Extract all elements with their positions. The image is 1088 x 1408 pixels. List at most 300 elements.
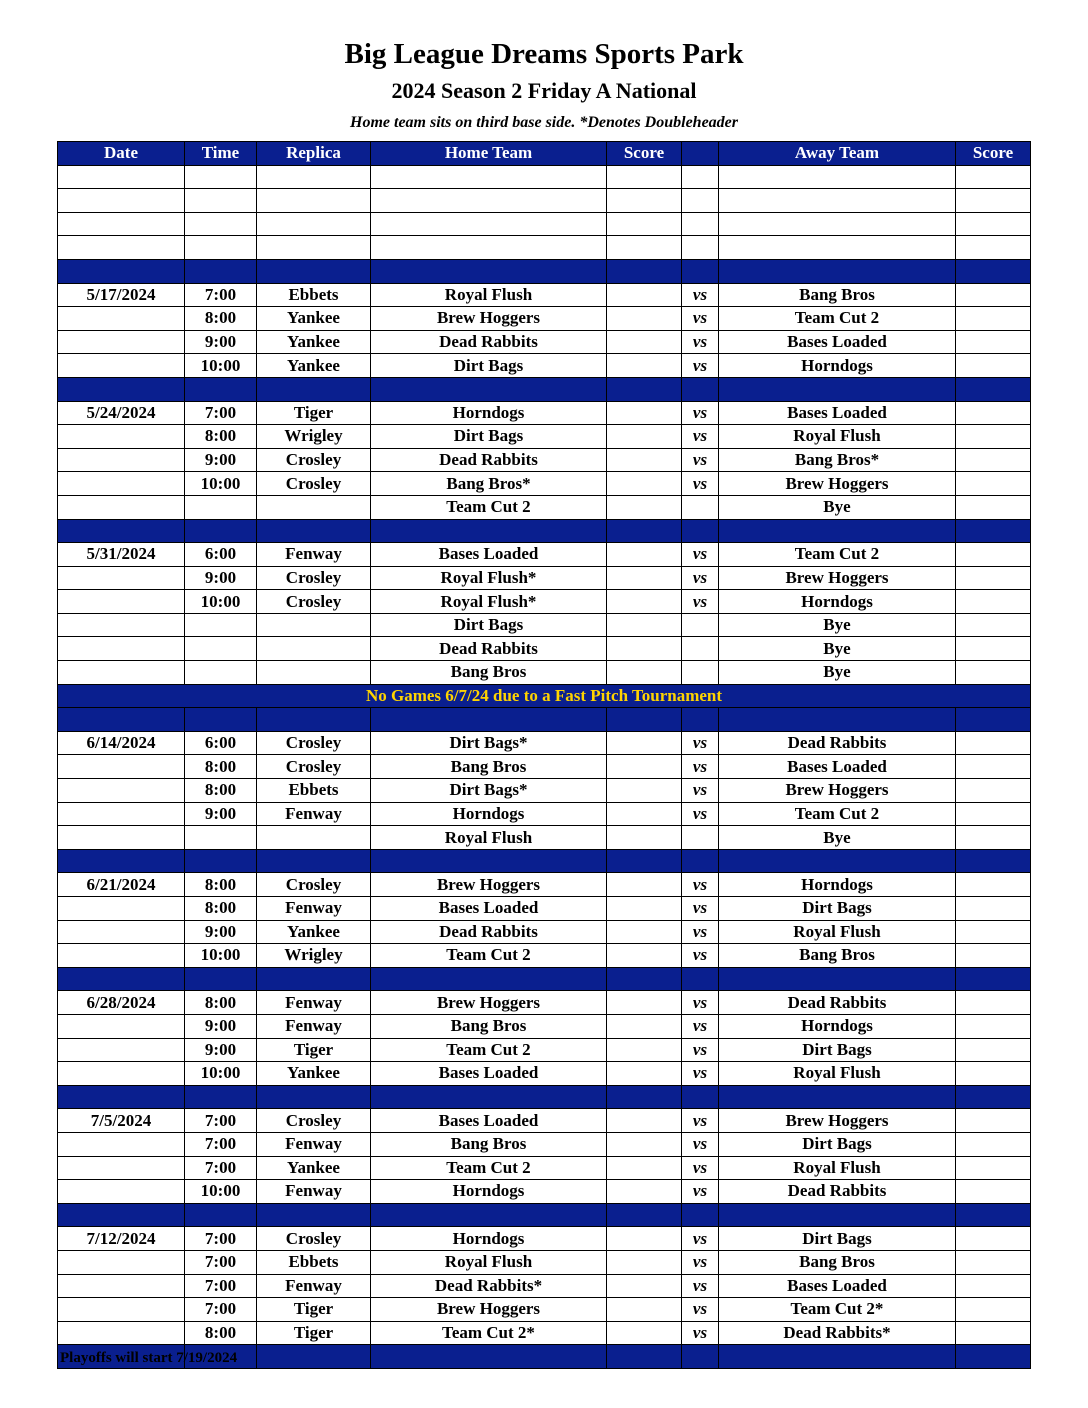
home-team-cell: Bang Bros* [371, 472, 607, 496]
home-team-cell: Dirt Bags* [371, 779, 607, 803]
home-team-cell: Bang Bros [371, 1132, 607, 1156]
away-team-cell: Bye [719, 637, 956, 661]
notice-row [58, 684, 1031, 708]
away-team-cell: Bases Loaded [719, 1274, 956, 1298]
replica-cell [257, 661, 371, 685]
replica-cell: Crosley [257, 755, 371, 779]
game-row [58, 566, 1031, 590]
replica-cell: Wrigley [257, 425, 371, 449]
game-row [58, 991, 1031, 1015]
separator-cell [185, 708, 257, 732]
away-team-cell: Dirt Bags [719, 1132, 956, 1156]
time-cell: 8:00 [185, 307, 257, 331]
away-score-cell [956, 566, 1031, 590]
vs-cell: vs [682, 802, 719, 826]
replica-cell: Tiger [257, 401, 371, 425]
blank-cell [719, 212, 956, 236]
away-team-cell: Brew Hoggers [719, 1109, 956, 1133]
away-score-cell [956, 637, 1031, 661]
separator-cell [607, 377, 682, 401]
notice-text: No Games 6/7/24 due to a Fast Pitch Tournament [58, 684, 1031, 708]
separator-cell [257, 519, 371, 543]
date-cell [58, 661, 185, 685]
vs-cell: vs [682, 873, 719, 897]
schedule-table [57, 141, 1031, 1369]
date-cell [58, 826, 185, 850]
home-score-cell [607, 307, 682, 331]
separator-cell [682, 849, 719, 873]
date-cell: 7/12/2024 [58, 1227, 185, 1251]
away-score-cell [956, 1274, 1031, 1298]
replica-cell: Crosley [257, 472, 371, 496]
blank-cell [607, 189, 682, 213]
separator-cell [719, 259, 956, 283]
vs-cell: vs [682, 590, 719, 614]
separator-cell [956, 1203, 1031, 1227]
away-score-cell [956, 307, 1031, 331]
separator-cell [682, 967, 719, 991]
home-team-cell: Dirt Bags [371, 354, 607, 378]
separator-cell [719, 708, 956, 732]
home-score-cell [607, 1250, 682, 1274]
away-score-cell [956, 802, 1031, 826]
date-cell [58, 1038, 185, 1062]
separator-cell [607, 259, 682, 283]
replica-cell: Fenway [257, 1180, 371, 1204]
time-cell [185, 495, 257, 519]
away-team-cell: Team Cut 2 [719, 543, 956, 567]
away-score-cell [956, 897, 1031, 921]
away-team-cell: Brew Hoggers [719, 566, 956, 590]
home-team-cell: Dead Rabbits* [371, 1274, 607, 1298]
vs-cell: vs [682, 448, 719, 472]
away-team-cell: Dead Rabbits [719, 1180, 956, 1204]
vs-cell: vs [682, 354, 719, 378]
game-row [58, 1038, 1031, 1062]
blank-row [58, 189, 1031, 213]
separator-cell [956, 708, 1031, 732]
away-team-cell: Bases Loaded [719, 330, 956, 354]
away-team-cell: Bye [719, 661, 956, 685]
date-cell: 7/5/2024 [58, 1109, 185, 1133]
blank-cell [607, 212, 682, 236]
separator-cell [371, 1345, 607, 1369]
time-cell: 10:00 [185, 1062, 257, 1086]
game-row [58, 472, 1031, 496]
replica-cell: Fenway [257, 543, 371, 567]
col-time: Time [185, 142, 257, 166]
home-team-cell: Team Cut 2 [371, 495, 607, 519]
separator-cell [682, 377, 719, 401]
home-team-cell: Dirt Bags* [371, 731, 607, 755]
separator-cell [956, 259, 1031, 283]
separator-cell [682, 1203, 719, 1227]
vs-cell: vs [682, 425, 719, 449]
separator-cell [371, 259, 607, 283]
away-score-cell [956, 731, 1031, 755]
col-date: Date [58, 142, 185, 166]
blank-cell [257, 189, 371, 213]
date-cell [58, 495, 185, 519]
separator-row [58, 1085, 1031, 1109]
blank-cell [719, 189, 956, 213]
date-cell [58, 307, 185, 331]
game-row [58, 613, 1031, 637]
away-score-cell [956, 590, 1031, 614]
away-score-cell [956, 755, 1031, 779]
footer-note: Playoffs will start 7/19/2024 [60, 1350, 238, 1366]
replica-cell: Wrigley [257, 944, 371, 968]
separator-cell [257, 1345, 371, 1369]
game-row [58, 448, 1031, 472]
blank-cell [607, 236, 682, 260]
blank-cell [682, 165, 719, 189]
away-score-cell [956, 495, 1031, 519]
separator-row [58, 849, 1031, 873]
vs-cell: vs [682, 897, 719, 921]
game-row [58, 779, 1031, 803]
game-row [58, 826, 1031, 850]
vs-cell: vs [682, 330, 719, 354]
home-team-cell: Bang Bros [371, 755, 607, 779]
time-cell: 9:00 [185, 1014, 257, 1038]
home-score-cell [607, 826, 682, 850]
blank-cell [371, 236, 607, 260]
separator-cell [257, 708, 371, 732]
away-score-cell [956, 354, 1031, 378]
away-score-cell [956, 1014, 1031, 1038]
home-score-cell [607, 802, 682, 826]
replica-cell: Yankee [257, 354, 371, 378]
vs-cell: vs [682, 1062, 719, 1086]
blank-cell [956, 212, 1031, 236]
separator-cell [682, 1085, 719, 1109]
date-cell [58, 354, 185, 378]
game-row [58, 543, 1031, 567]
home-score-cell [607, 1062, 682, 1086]
vs-cell: vs [682, 1227, 719, 1251]
blank-cell [682, 236, 719, 260]
date-cell: 5/31/2024 [58, 543, 185, 567]
away-team-cell: Dirt Bags [719, 1227, 956, 1251]
vs-cell: vs [682, 920, 719, 944]
away-team-cell: Team Cut 2* [719, 1298, 956, 1322]
separator-cell [719, 377, 956, 401]
home-score-cell [607, 1321, 682, 1345]
blank-cell [185, 212, 257, 236]
separator-cell [185, 1203, 257, 1227]
replica-cell: Yankee [257, 1062, 371, 1086]
home-score-cell [607, 779, 682, 803]
home-score-cell [607, 1132, 682, 1156]
col-away-score: Score [956, 142, 1031, 166]
separator-row [58, 708, 1031, 732]
time-cell: 9:00 [185, 330, 257, 354]
separator-cell [719, 849, 956, 873]
blank-row [58, 165, 1031, 189]
time-cell: 6:00 [185, 731, 257, 755]
game-row [58, 307, 1031, 331]
away-team-cell: Royal Flush [719, 1156, 956, 1180]
separator-cell [371, 1203, 607, 1227]
away-score-cell [956, 1062, 1031, 1086]
away-score-cell [956, 1321, 1031, 1345]
replica-cell: Crosley [257, 448, 371, 472]
replica-cell: Yankee [257, 330, 371, 354]
blank-cell [371, 189, 607, 213]
away-team-cell: Horndogs [719, 873, 956, 897]
col-away-team: Away Team [719, 142, 956, 166]
replica-cell: Crosley [257, 873, 371, 897]
game-row [58, 1274, 1031, 1298]
separator-cell [956, 1345, 1031, 1369]
game-row [58, 1014, 1031, 1038]
replica-cell: Crosley [257, 731, 371, 755]
replica-cell [257, 637, 371, 661]
vs-cell: vs [682, 307, 719, 331]
col-vs [682, 142, 719, 166]
home-score-cell [607, 425, 682, 449]
replica-cell: Ebbets [257, 779, 371, 803]
game-row [58, 354, 1031, 378]
separator-cell [607, 708, 682, 732]
replica-cell: Crosley [257, 590, 371, 614]
vs-cell: vs [682, 283, 719, 307]
date-cell [58, 779, 185, 803]
date-cell [58, 755, 185, 779]
away-team-cell: Dead Rabbits [719, 731, 956, 755]
game-row [58, 637, 1031, 661]
home-team-cell: Royal Flush [371, 283, 607, 307]
away-team-cell: Bye [719, 826, 956, 850]
separator-cell [371, 967, 607, 991]
away-score-cell [956, 1250, 1031, 1274]
home-team-cell: Royal Flush* [371, 590, 607, 614]
home-team-cell: Team Cut 2 [371, 1038, 607, 1062]
home-score-cell [607, 401, 682, 425]
page-note: Home team sits on third base side. *Denotes Doubleheader [350, 114, 738, 131]
replica-cell: Ebbets [257, 1250, 371, 1274]
replica-cell: Tiger [257, 1038, 371, 1062]
separator-cell [371, 519, 607, 543]
replica-cell: Fenway [257, 1132, 371, 1156]
away-score-cell [956, 661, 1031, 685]
away-team-cell: Royal Flush [719, 425, 956, 449]
blank-cell [719, 165, 956, 189]
home-team-cell: Bases Loaded [371, 543, 607, 567]
date-cell [58, 1298, 185, 1322]
game-row [58, 330, 1031, 354]
schedule-body [58, 165, 1031, 1368]
home-score-cell [607, 1156, 682, 1180]
date-cell [58, 1062, 185, 1086]
vs-cell: vs [682, 1321, 719, 1345]
home-score-cell [607, 873, 682, 897]
separator-cell [185, 519, 257, 543]
vs-cell: vs [682, 566, 719, 590]
home-team-cell: Horndogs [371, 1180, 607, 1204]
away-score-cell [956, 613, 1031, 637]
time-cell: 8:00 [185, 897, 257, 921]
separator-cell [607, 1085, 682, 1109]
blank-cell [257, 165, 371, 189]
separator-cell [719, 1203, 956, 1227]
game-row [58, 1109, 1031, 1133]
away-score-cell [956, 1132, 1031, 1156]
time-cell: 9:00 [185, 566, 257, 590]
replica-cell: Yankee [257, 1156, 371, 1180]
game-row [58, 802, 1031, 826]
home-team-cell: Royal Flush [371, 826, 607, 850]
home-team-cell: Royal Flush* [371, 566, 607, 590]
page-title: Big League Dreams Sports Park [344, 38, 744, 70]
home-score-cell [607, 283, 682, 307]
replica-cell: Fenway [257, 802, 371, 826]
home-score-cell [607, 1227, 682, 1251]
home-team-cell: Bang Bros [371, 661, 607, 685]
time-cell: 7:00 [185, 1156, 257, 1180]
replica-cell: Crosley [257, 1227, 371, 1251]
replica-cell: Fenway [257, 1274, 371, 1298]
date-cell [58, 637, 185, 661]
vs-cell: vs [682, 779, 719, 803]
home-score-cell [607, 495, 682, 519]
home-score-cell [607, 991, 682, 1015]
vs-cell: vs [682, 543, 719, 567]
home-score-cell [607, 755, 682, 779]
vs-cell [682, 826, 719, 850]
replica-cell: Fenway [257, 897, 371, 921]
replica-cell: Fenway [257, 1014, 371, 1038]
home-team-cell: Team Cut 2 [371, 944, 607, 968]
time-cell: 7:00 [185, 1109, 257, 1133]
time-cell: 7:00 [185, 1132, 257, 1156]
blank-cell [58, 189, 185, 213]
home-team-cell: Brew Hoggers [371, 1298, 607, 1322]
time-cell: 8:00 [185, 425, 257, 449]
vs-cell: vs [682, 1156, 719, 1180]
separator-cell [58, 708, 185, 732]
game-row [58, 944, 1031, 968]
time-cell: 9:00 [185, 448, 257, 472]
game-row [58, 590, 1031, 614]
home-score-cell [607, 897, 682, 921]
separator-cell [956, 967, 1031, 991]
game-row [58, 283, 1031, 307]
away-score-cell [956, 330, 1031, 354]
home-team-cell: Dead Rabbits [371, 330, 607, 354]
separator-cell [257, 967, 371, 991]
home-team-cell: Dead Rabbits [371, 448, 607, 472]
game-row [58, 731, 1031, 755]
replica-cell: Ebbets [257, 283, 371, 307]
home-score-cell [607, 613, 682, 637]
blank-cell [607, 165, 682, 189]
date-cell [58, 1321, 185, 1345]
separator-cell [257, 849, 371, 873]
game-row [58, 755, 1031, 779]
away-score-cell [956, 944, 1031, 968]
date-cell [58, 1132, 185, 1156]
date-cell [58, 613, 185, 637]
separator-row [58, 967, 1031, 991]
time-cell: 8:00 [185, 755, 257, 779]
game-row [58, 661, 1031, 685]
vs-cell: vs [682, 944, 719, 968]
away-team-cell: Brew Hoggers [719, 779, 956, 803]
away-score-cell [956, 873, 1031, 897]
replica-cell: Crosley [257, 1109, 371, 1133]
away-team-cell: Team Cut 2 [719, 802, 956, 826]
blank-cell [371, 212, 607, 236]
separator-row [58, 377, 1031, 401]
separator-cell [257, 1203, 371, 1227]
away-score-cell [956, 472, 1031, 496]
separator-cell [956, 1085, 1031, 1109]
vs-cell: vs [682, 472, 719, 496]
time-cell: 7:00 [185, 1227, 257, 1251]
home-score-cell [607, 448, 682, 472]
home-team-cell: Royal Flush [371, 1250, 607, 1274]
home-team-cell: Team Cut 2 [371, 1156, 607, 1180]
time-cell: 7:00 [185, 283, 257, 307]
time-cell: 7:00 [185, 1298, 257, 1322]
separator-cell [185, 377, 257, 401]
away-score-cell [956, 283, 1031, 307]
home-score-cell [607, 1180, 682, 1204]
away-team-cell: Bang Bros [719, 1250, 956, 1274]
separator-cell [956, 377, 1031, 401]
replica-cell: Yankee [257, 920, 371, 944]
away-score-cell [956, 1298, 1031, 1322]
date-cell [58, 1274, 185, 1298]
away-team-cell: Bases Loaded [719, 755, 956, 779]
game-row [58, 1132, 1031, 1156]
replica-cell: Fenway [257, 991, 371, 1015]
vs-cell: vs [682, 991, 719, 1015]
date-cell [58, 802, 185, 826]
blank-cell [682, 189, 719, 213]
blank-cell [956, 236, 1031, 260]
separator-cell [607, 519, 682, 543]
replica-cell: Crosley [257, 566, 371, 590]
col-home-score: Score [607, 142, 682, 166]
separator-cell [58, 849, 185, 873]
blank-cell [719, 236, 956, 260]
home-score-cell [607, 731, 682, 755]
game-row [58, 495, 1031, 519]
away-team-cell: Bang Bros [719, 944, 956, 968]
home-score-cell [607, 566, 682, 590]
separator-cell [956, 849, 1031, 873]
home-team-cell: Horndogs [371, 401, 607, 425]
time-cell: 9:00 [185, 802, 257, 826]
blank-cell [956, 189, 1031, 213]
home-score-cell [607, 1038, 682, 1062]
time-cell: 7:00 [185, 1274, 257, 1298]
replica-cell: Tiger [257, 1298, 371, 1322]
away-team-cell: Horndogs [719, 354, 956, 378]
separator-cell [607, 849, 682, 873]
home-score-cell [607, 1014, 682, 1038]
vs-cell: vs [682, 1109, 719, 1133]
vs-cell: vs [682, 731, 719, 755]
separator-cell [371, 1085, 607, 1109]
vs-cell [682, 613, 719, 637]
away-score-cell [956, 1227, 1031, 1251]
blank-cell [257, 212, 371, 236]
separator-cell [257, 1085, 371, 1109]
